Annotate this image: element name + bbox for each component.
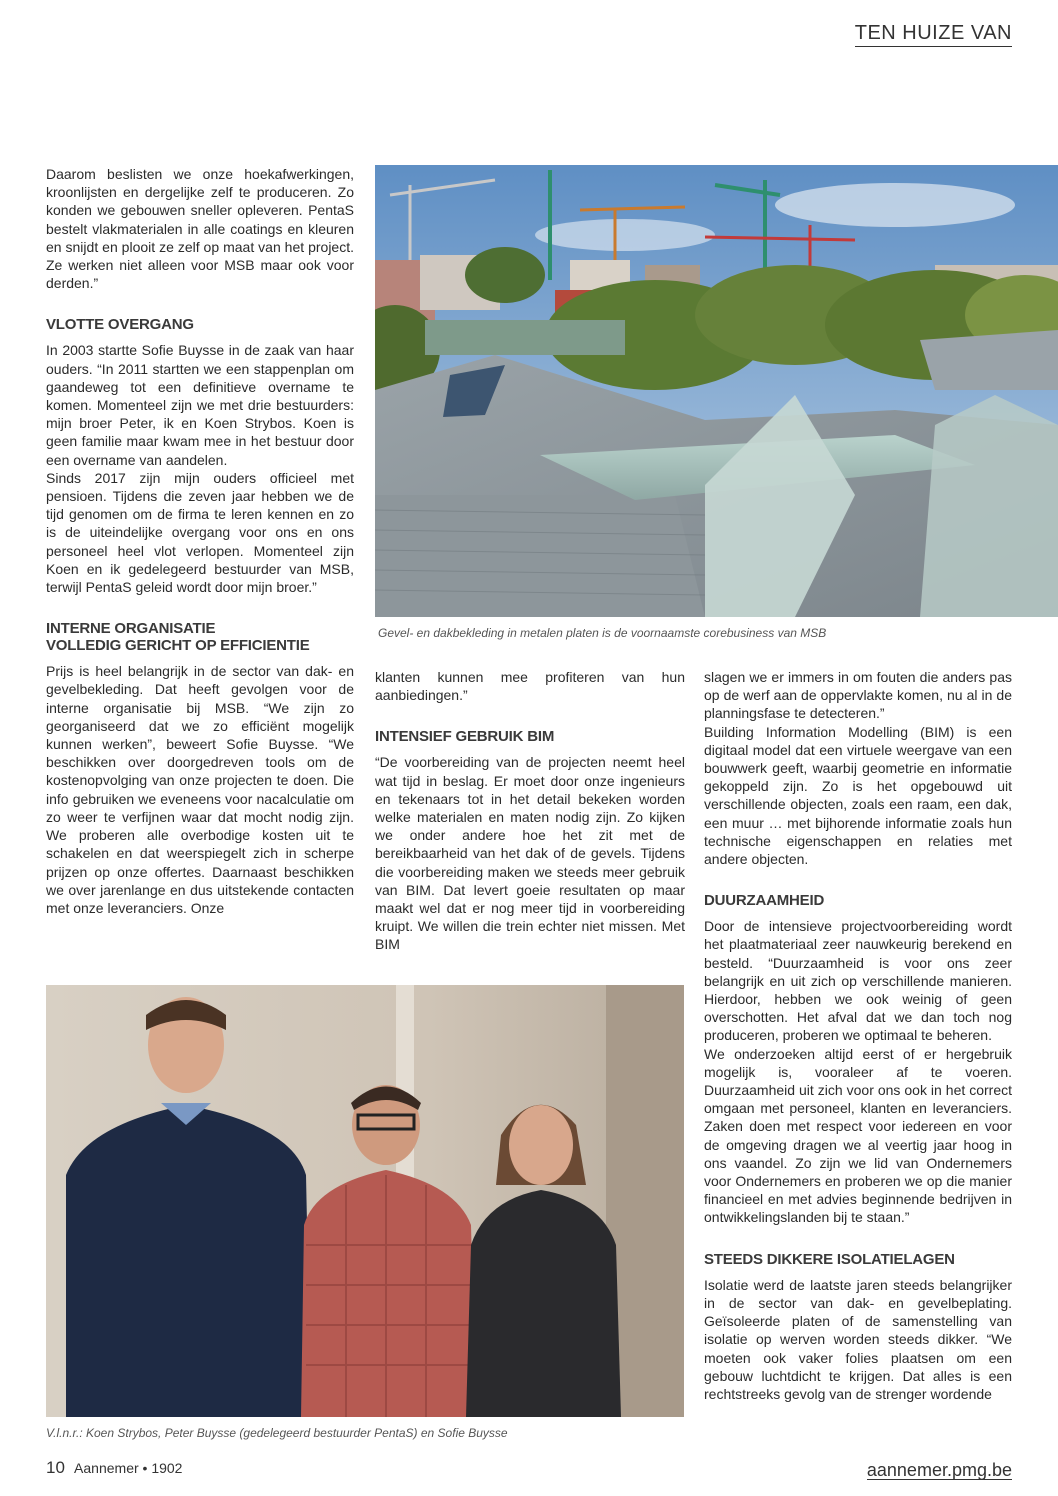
column3-continuation: slagen we er immers in om fouten die anders pas op de werf aan de oppervlakte komen, nu al in de planningsfase te detecteren.” [704, 669, 1012, 722]
people-photo [46, 985, 684, 1417]
website-link[interactable]: aannemer.pmg.be [866, 1460, 1012, 1480]
footer-left [46, 1458, 182, 1478]
column1-intro: Daarom beslisten we onze hoekafwerkingen, kroonlijsten en dergelijke zelf te produceren. Zo konden we gebouwen sneller opleveren. PentaS bestelt vlakmaterialen in alle coatings en kleuren en snijdt en plooit ze zelf op maat van het project. Ze werken niet alleen voor MSB maar ook voor derden.” [46, 166, 354, 292]
heading-vlotte-overgang: VLOTTE OVERGANG [46, 316, 194, 334]
roof-photo [375, 165, 1058, 617]
column-1 [46, 165, 354, 917]
column-2 [375, 668, 685, 954]
section-label: TEN HUIZE VAN [855, 22, 1012, 47]
roof-caption: Gevel- en dakbekleding in metalen platen is de voornaamste corebusiness van MSB [378, 626, 827, 640]
magazine-issue: Aannemer • 1902 [74, 1460, 183, 1476]
isolatie-paragraph: Isolatie werd de laatste jaren steeds belangrijker in de sector van dak- en gevelbeplating. Geïsoleerde platen of de samenstelling van isolatie op werven worden steeds dikker. “We moeten ook vaker folies plaatsen om een gebouw luchtdicht te krijgen. Dat alles is een rechtstreeks gevolg van de strenger wordende [704, 1276, 1012, 1402]
bim-paragraph: “De voorbereiding van de projecten neemt heel wat tijd in beslag. Er moet door onze ingenieurs en tekenaars tot in het detail bekeken worden welke materialen en maten nodig zijn. Zo kijken we onder andere hoe het zit met de bereikbaarheid van het dak of de gevels. Tijdens die voorbereiding maken we steeds meer gebruik van BIM. Dat levert goeie resultaten op maar maakt wel dat er nog meer tijd in voorbereiding kruipt. We willen die trein echter niet missen. Met BIM [375, 754, 685, 953]
people-caption: V.l.n.r.: Koen Strybos, Peter Buysse (gedelegeerd bestuurder PentaS) en Sofie Buysse [46, 1426, 508, 1440]
bim-definition: Building Information Modelling (BIM) is een digitaal model dat een virtuele weergave van een bouwwerk geeft, waarbij geometrie en informatie gekoppeld zijn. Zo is het opgebouwd uit verschillende objecten, zoals een raam, een dak, een muur … met bijhorende informatie zoals hun technische eigenschappen en relaties met andere objecten. [704, 723, 1012, 868]
heading-intensief-bim: INTENSIEF GEBRUIK BIM [375, 728, 555, 746]
heading-organisatie-line1: INTERNE ORGANISATIE [46, 620, 216, 638]
heading-organisatie-line2: VOLLEDIG GERICHT OP EFFICIENTIE [46, 637, 310, 655]
duurzaam-paragraph-2: We onderzoeken altijd eerst of er hergebruik mogelijk is, vooraleer af te voeren. Duurzaamheid uit zich voor ons ook in het correct omgaan met personeel, klanten en leveranciers. Zaken doen met respect voor iedereen en voor de omgeving dragen we al veertig jaar hoog in ons vaandel. Zo zijn we lid van Ondernemers voor Ondernemers en proberen we op die manier financieel en met advies beginnende bedrijven in ontwikkelingslanden bij te staan.” [704, 1045, 1012, 1226]
heading-interne-organisatie [46, 620, 354, 654]
heading-duurzaamheid: DUURZAAMHEID [704, 892, 825, 910]
overgang-paragraph-2: Sinds 2017 zijn mijn ouders officieel met pensioen. Tijdens die zeven jaar hebben we de tijd genomen om de firma te leren kennen en zo is de uiteindelijke overgang voor ons en ons personeel heel vlot verlopen. Momenteel zijn Koen en ik gedelegeerd bestuurder van MSB, terwijl PentaS geleid wordt door mijn broer.” [46, 469, 354, 596]
duurzaam-paragraph-1: Door de intensieve projectvoorbereiding wordt het plaatmateriaal zeer nauwkeurig berekend en besteld. “Duurzaamheid is voor ons zeer belangrijk en uit zich op verschillende manieren. Hierdoor, hebben we ook weinig of geen overschotten. Het afval dat we dan toch nog produceren, proberen we optimaal te beheren. [704, 918, 1012, 1044]
heading-isolatielagen: STEEDS DIKKERE ISOLATIELAGEN [704, 1250, 955, 1268]
column-3 [704, 668, 1012, 1403]
overgang-paragraph-1: In 2003 startte Sofie Buysse in de zaak van haar ouders. “In 2011 startten we een stappenplan om gaandeweg tot een definitieve overname te komen. Momenteel zijn we met drie bestuurders: mijn broer Peter, ik en Koen Strybos. Koen is geen familie maar kwam mee in het bestuur door een overname van aandelen. [46, 342, 354, 468]
column2-continuation: klanten kunnen mee profiteren van hun aanbiedingen.” [375, 669, 685, 704]
page-number: 10 [46, 1458, 65, 1477]
organisatie-paragraph: Prijs is heel belangrijk in de sector van dak- en gevelbekleding. Dat heeft gevolgen voor de interne organisatie bij MSB. “We zijn zo georganiseerd dat we zo efficiënt mogelijk kunnen werken”, beweert Sofie Buysse. “We beschikken over doorgedreven tools om de kostenopvolging van onze projecten te doen. Die info gebruiken we eveneens voor nacalculatie om zo weer te verfijnen waar dat mocht nodig zijn. We proberen alle overbodige kosten uit te schakelen en dat weerspiegelt zich in scherpe prijzen op onze offertes. Daarnaast beschikken we over jarenlange en dus uitstekende contacten met onze leveranciers. Onze [46, 663, 354, 916]
